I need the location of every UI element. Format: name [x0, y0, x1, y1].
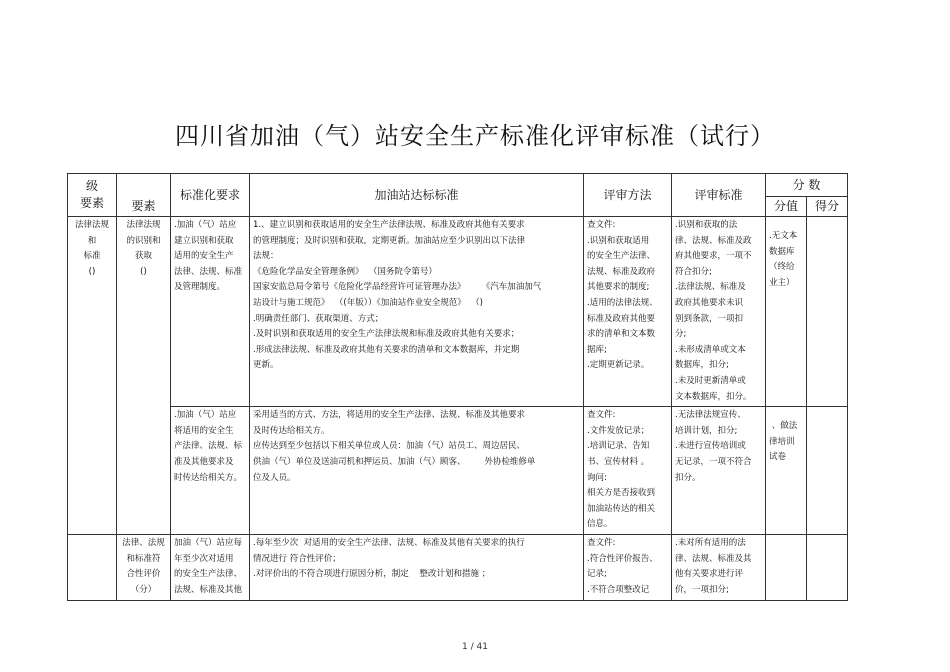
- requirement-cell: [171, 217, 250, 407]
- text-line: 法规：: [253, 251, 279, 262]
- text-line: （终给: [769, 262, 795, 273]
- text-line: 分;: [675, 329, 687, 340]
- method-cell: [584, 535, 672, 600]
- score-value-cell: [766, 217, 807, 407]
- text-line: 年至少次对适用: [174, 553, 234, 564]
- requirement-cell: [171, 535, 250, 600]
- criteria-cell: [672, 217, 766, 407]
- table-row: [68, 217, 848, 407]
- text-line: .加油（气）站应: [174, 410, 237, 421]
- header-score: 分 数: [766, 174, 848, 197]
- table-row: [68, 535, 848, 600]
- header-criteria: 评审标准: [672, 174, 766, 217]
- standard-table: [67, 173, 848, 601]
- text-line: .形成法律法规、标准及政府其他有关要求的清单和文本数据库，并定期: [253, 344, 520, 355]
- text-line: 加油（气）站应每: [174, 538, 243, 549]
- text-line: 、做法: [769, 421, 798, 432]
- text-line: 供油（气）单位及送油司机和押运员、加油（气）顾客、 外协检维修单: [253, 456, 536, 467]
- text-line: 培训计划，扣分;: [675, 425, 738, 436]
- text-line: .定期更新记录。: [587, 360, 650, 371]
- level2-cell: [117, 535, 171, 600]
- text-line: 试卷: [769, 452, 787, 463]
- text-line: 信息。: [587, 519, 613, 530]
- method-cell: [584, 407, 672, 535]
- level1-cell: [68, 535, 117, 600]
- text-line: .明确责任部门、获取渠道、方式；: [253, 313, 384, 324]
- text-line: .无法律法规宣传、: [675, 410, 746, 421]
- text-line: .文件发放记录；: [587, 425, 650, 436]
- text-line: 时传达给相关方。: [174, 472, 243, 483]
- text-line: 合性评价: [126, 569, 161, 580]
- text-line: 《危险化学品安全管理条例》 （国务院令第号）: [253, 266, 437, 277]
- text-line: .未形成清单或文本: [675, 344, 746, 355]
- text-line: 查文件:: [587, 220, 616, 230]
- text-line: 法规、标准及政府: [587, 266, 656, 277]
- header-level1: 级 要素: [68, 174, 117, 217]
- text-line: 其他要求的制度;: [587, 282, 650, 293]
- header-requirement: 标准化要求: [171, 174, 250, 217]
- level2-cell: [117, 217, 171, 535]
- text-line: .无文本: [769, 231, 798, 241]
- text-line: .符合性评价报告、: [587, 553, 658, 564]
- score-value-cell: [766, 407, 807, 535]
- text-line: 扣分。: [675, 472, 701, 483]
- header-standard: 加油站达标标准: [250, 174, 584, 217]
- text-line: 法规、标准及其他: [174, 584, 243, 595]
- header-method: 评审方法: [584, 174, 672, 217]
- text-line: 将适用的安全生: [174, 425, 234, 436]
- text-line: 律培训: [769, 436, 795, 447]
- text-line: (): [88, 266, 96, 277]
- page-number: 1 / 41: [462, 642, 488, 652]
- text-line: 采用适当的方式、方法，将适用的安全生产法律、法规、标准及其他要求: [253, 410, 526, 421]
- text-line: 及时传达给相关方。: [253, 425, 330, 436]
- text-line: 建立识别和获取: [174, 235, 234, 246]
- text-line: 数据库，扣分;: [675, 360, 729, 371]
- text-line: 的安全生产法律、: [174, 569, 243, 580]
- text-line: 加油站传达的相关: [587, 503, 656, 514]
- text-line: 法律法规: [126, 220, 161, 230]
- text-line: .未对所有适用的法: [675, 538, 746, 549]
- text-line: 他有关要求进行评: [675, 569, 744, 580]
- text-line: 法律法规: [74, 220, 109, 230]
- text-line: 及管理制度。: [174, 282, 226, 293]
- standard-cell: [250, 217, 584, 407]
- text-line: 查文件:: [587, 410, 616, 421]
- text-line: 求的清单和文本数: [587, 329, 656, 340]
- text-line: .及时识别和获取适用的安全生产法律法规和标准及政府其他有关要求；: [253, 329, 520, 340]
- text-line: .每年至少次 对适用的安全生产法律、法规、标准及其他有关要求的执行: [253, 538, 525, 549]
- text-line: 律、法规、标准及政: [675, 235, 752, 246]
- text-line: 应传达到至少包括以下相关单位或人员：加油（气）站员工、周边居民、: [253, 441, 526, 452]
- text-line: 适用的安全生产: [174, 251, 234, 262]
- text-line: 的识别和: [126, 235, 161, 246]
- text-line: .未进行宣传培训或: [675, 441, 746, 452]
- text-line: 和标准符: [126, 553, 161, 564]
- text-line: .识别和获取适用: [587, 235, 650, 246]
- text-line: 位及人员。: [253, 472, 296, 483]
- text-line: 文本数据库，扣分。: [675, 391, 752, 402]
- text-line: .对评价出的不符合项进行原因分析，制定 整改计划和措施 ；: [253, 569, 491, 580]
- text-line: 标准及政府其他要: [587, 313, 656, 324]
- header-score-got: 得分: [807, 197, 848, 217]
- text-line: （分）: [130, 584, 157, 595]
- text-line: 府其他要求，一项不: [675, 251, 752, 262]
- criteria-cell: [672, 535, 766, 600]
- score-got-cell: [807, 407, 848, 535]
- text-line: 准及其他要求及: [174, 456, 234, 467]
- text-line: 和: [87, 235, 97, 246]
- text-line: .法律法规、标准及: [675, 282, 746, 293]
- text-line: 据库;: [587, 344, 607, 355]
- text-line: 的安全生产法律、: [587, 251, 656, 262]
- text-line: 书、宣传材料 。: [587, 456, 650, 467]
- text-line: 法律、法规、标准: [174, 266, 243, 277]
- text-line: 相关方是否接收到: [587, 488, 656, 499]
- text-line: 查文件:: [587, 538, 616, 549]
- text-line: 记录;: [587, 569, 607, 580]
- text-line: .适用的法律法规、: [587, 297, 658, 308]
- score-got-cell: [807, 535, 848, 600]
- table-row: [68, 407, 848, 535]
- text-line: .未及时更新清单或: [675, 375, 746, 386]
- text-line: 更新。: [253, 360, 279, 371]
- text-line: 价，一项扣分;: [675, 584, 729, 595]
- score-value-cell: [766, 535, 807, 600]
- standard-cell: [250, 407, 584, 535]
- text-line: 律、法规、标准及其: [675, 553, 752, 564]
- text-line: (): [140, 266, 147, 277]
- score-got-cell: [807, 217, 848, 407]
- text-line: 询问:: [587, 472, 607, 483]
- header-score-value: 分值: [766, 197, 807, 217]
- text-line: 情况进行 符合性评价；: [253, 553, 341, 564]
- text-line: 无记录，一项不符合: [675, 456, 752, 467]
- text-line: 标准: [83, 251, 101, 262]
- text-line: 的管理制度；及时识别和获取，定期更新。加油站应至少识别出以下法律: [253, 235, 526, 246]
- text-line: 1.、建立识别和获取适用的安全生产法律法规、标准及政府其他有关要求: [253, 220, 525, 230]
- level1-cell: [68, 217, 117, 535]
- header-element: 要素: [117, 174, 171, 217]
- requirement-cell: [171, 407, 250, 535]
- method-cell: [584, 217, 672, 407]
- text-line: .培训记录、告知: [587, 441, 650, 452]
- text-line: 符合扣分;: [675, 266, 712, 277]
- standard-cell: [250, 535, 584, 600]
- text-line: 业主）: [769, 277, 795, 288]
- text-line: .加油（气）站应: [174, 220, 237, 230]
- criteria-cell: [672, 407, 766, 535]
- text-line: 国家安监总局令第号《危险化学品经营许可证管理办法》 《汽车加油加气: [253, 282, 542, 293]
- text-line: 数据库: [769, 246, 795, 257]
- text-line: 产法律、法规、标: [174, 441, 243, 452]
- text-line: 获取: [134, 251, 152, 262]
- text-line: .不符合项整改记: [587, 584, 650, 595]
- text-line: 政府其他要求未识: [675, 297, 744, 308]
- text-line: 别到条款，一项扣: [675, 313, 744, 324]
- text-line: 站设计与施工规范》 （(年版））《加油站作业安全规范》 （): [253, 297, 483, 308]
- page-title: 四川省加油（气）站安全生产标准化评审标准（试行）: [175, 122, 775, 150]
- text-line: .识别和获取的法: [675, 220, 738, 230]
- text-line: 法律、法规: [122, 538, 165, 549]
